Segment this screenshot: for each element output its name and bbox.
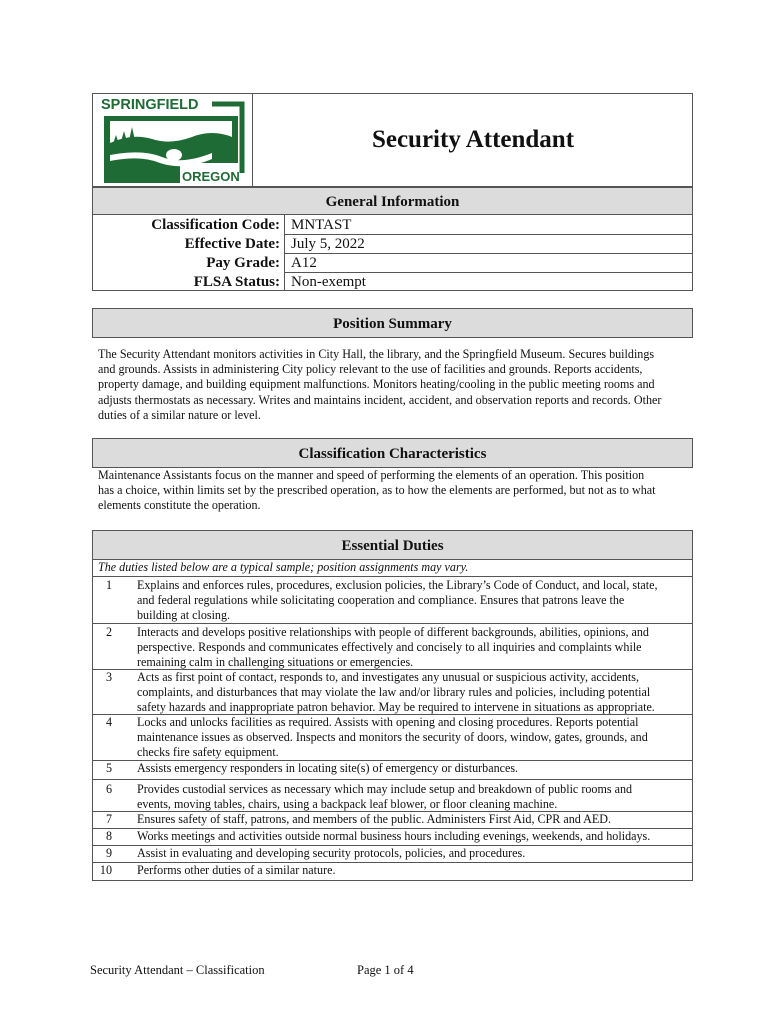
classification-characteristics-text bbox=[98, 468, 693, 514]
duty-line: complaints, and disturbances that may violate the law and/or library rules and policies, including potential bbox=[137, 685, 651, 700]
duty-text bbox=[137, 782, 692, 812]
essential-duties-heading: Essential Duties bbox=[92, 530, 693, 560]
duty-line: Acts as first point of contact, responds to, and investigates any unusual or suspicious activity, accidents, bbox=[137, 670, 640, 684]
position-summary-text bbox=[98, 347, 693, 423]
duty-number: 7 bbox=[105, 812, 112, 826]
duty-number: 1 bbox=[105, 578, 112, 592]
logo-top-text: SPRINGFIELD bbox=[101, 97, 199, 113]
duty-line: checks fire safety equipment. bbox=[137, 745, 279, 760]
classification-characteristics-heading: Classification Characteristics bbox=[92, 438, 693, 468]
effective-date-value: July 5, 2022 bbox=[291, 236, 365, 252]
duty-line: safety hazards and inappropriate patron behavior. May be required to intervene in situations as appropriate. bbox=[137, 700, 655, 715]
duty-line: Interacts and develops positive relationships with people of different backgrounds, abilities, opinions, and bbox=[137, 625, 649, 639]
duty-number: 2 bbox=[105, 625, 112, 639]
duty-line: Assists emergency responders in locating site(s) of emergency or disturbances. bbox=[137, 761, 519, 775]
summary-line: duties of a similar nature or level. bbox=[98, 407, 261, 422]
effective-date-label: Effective Date: bbox=[184, 236, 280, 252]
duty-line: remaining calm in challenging situations or emergencies. bbox=[137, 655, 414, 670]
duty-number: 3 bbox=[105, 670, 112, 684]
duty-line: events, moving tables, chairs, using a backpack leaf blower, or floor cleaning machine. bbox=[137, 797, 558, 812]
summary-line: and grounds. Assists in administering City policy relevant to the use of facilities and grounds. Reports accidents, bbox=[98, 362, 643, 377]
duty-text bbox=[137, 812, 692, 827]
characteristics-line: elements constitute the operation. bbox=[98, 498, 261, 513]
duty-number: 4 bbox=[105, 715, 112, 729]
summary-line: The Security Attendant monitors activities in City Hall, the library, and the Springfield Museum. Secures buildings bbox=[98, 347, 655, 361]
duty-text bbox=[137, 625, 692, 671]
duty-line: Works meetings and activities outside normal business hours including evenings, weekends, and holidays. bbox=[137, 829, 651, 843]
essential-duties-intro: The duties listed below are a typical sample; position assignments may vary. bbox=[98, 560, 469, 574]
footer-page-number: Page 1 of 4 bbox=[357, 963, 414, 977]
summary-line: property damage, and building equipment malfunctions. Monitors heating/cooling in the public meeting rooms and bbox=[98, 377, 655, 392]
pay-grade-label: Pay Grade: bbox=[206, 255, 280, 271]
footer-document-title: Security Attendant – Classification bbox=[90, 963, 265, 977]
duty-line: Assist in evaluating and developing security protocols, policies, and procedures. bbox=[137, 846, 526, 860]
duty-line: Locks and unlocks facilities as required. Assists with opening and closing procedures. Reports potential bbox=[137, 715, 639, 729]
general-info-heading: General Information bbox=[92, 187, 693, 215]
duty-line: Provides custodial services as necessary which may include setup and breakdown of public rooms and bbox=[137, 782, 633, 796]
duty-line: and federal regulations while solicitating cooperation and compliance. Ensures that patrons leave the bbox=[137, 593, 625, 608]
duty-text bbox=[137, 829, 692, 844]
characteristics-line: Maintenance Assistants focus on the manner and speed of performing the elements of an operation. This position bbox=[98, 468, 645, 482]
pay-grade-value: A12 bbox=[291, 255, 317, 271]
summary-line: adjusts thermostats as necessary. Writes and maintains incident, accident, and observation reports and records. Other bbox=[98, 392, 662, 407]
classification-code-value: MNTAST bbox=[291, 217, 352, 233]
duty-line: maintenance issues as observed. Inspects and monitors the security of doors, window, gates, grounds, and bbox=[137, 730, 648, 745]
logo-bottom-text: OREGON bbox=[182, 169, 240, 184]
flsa-status-label: FLSA Status: bbox=[193, 274, 280, 290]
duty-number: 9 bbox=[105, 846, 112, 860]
duty-number: 6 bbox=[105, 782, 112, 796]
duty-number: 10 bbox=[99, 863, 112, 877]
duty-text bbox=[137, 863, 692, 878]
classification-code-label: Classification Code: bbox=[151, 217, 280, 233]
duty-text bbox=[137, 715, 692, 761]
duty-line: building at closing. bbox=[137, 608, 231, 623]
duty-line: Explains and enforces rules, procedures, exclusion policies, the Library’s Code of Conduct, and local, state, bbox=[137, 578, 658, 592]
logo-cell bbox=[92, 93, 253, 187]
flsa-status-value: Non-exempt bbox=[291, 274, 366, 290]
duty-line: Performs other duties of a similar nature. bbox=[137, 863, 336, 877]
duty-number: 5 bbox=[105, 761, 112, 775]
springfield-oregon-logo bbox=[92, 93, 252, 187]
characteristics-line: has a choice, within limits set by the prescribed operation, as to how the elements are performed, but not as to what bbox=[98, 483, 656, 498]
page-title: Security Attendant bbox=[371, 126, 575, 153]
position-summary-heading: Position Summary bbox=[92, 308, 693, 338]
duty-text bbox=[137, 578, 692, 624]
duty-text bbox=[137, 846, 692, 861]
duty-line: Ensures safety of staff, patrons, and members of the public. Administers First Aid, CPR and AED. bbox=[137, 812, 612, 826]
duty-line: perspective. Responds and communicates effectively and concisely to all inquiries and complaints while bbox=[137, 640, 642, 655]
duty-number: 8 bbox=[105, 829, 112, 843]
duty-text bbox=[137, 761, 692, 776]
duty-text bbox=[137, 670, 692, 716]
